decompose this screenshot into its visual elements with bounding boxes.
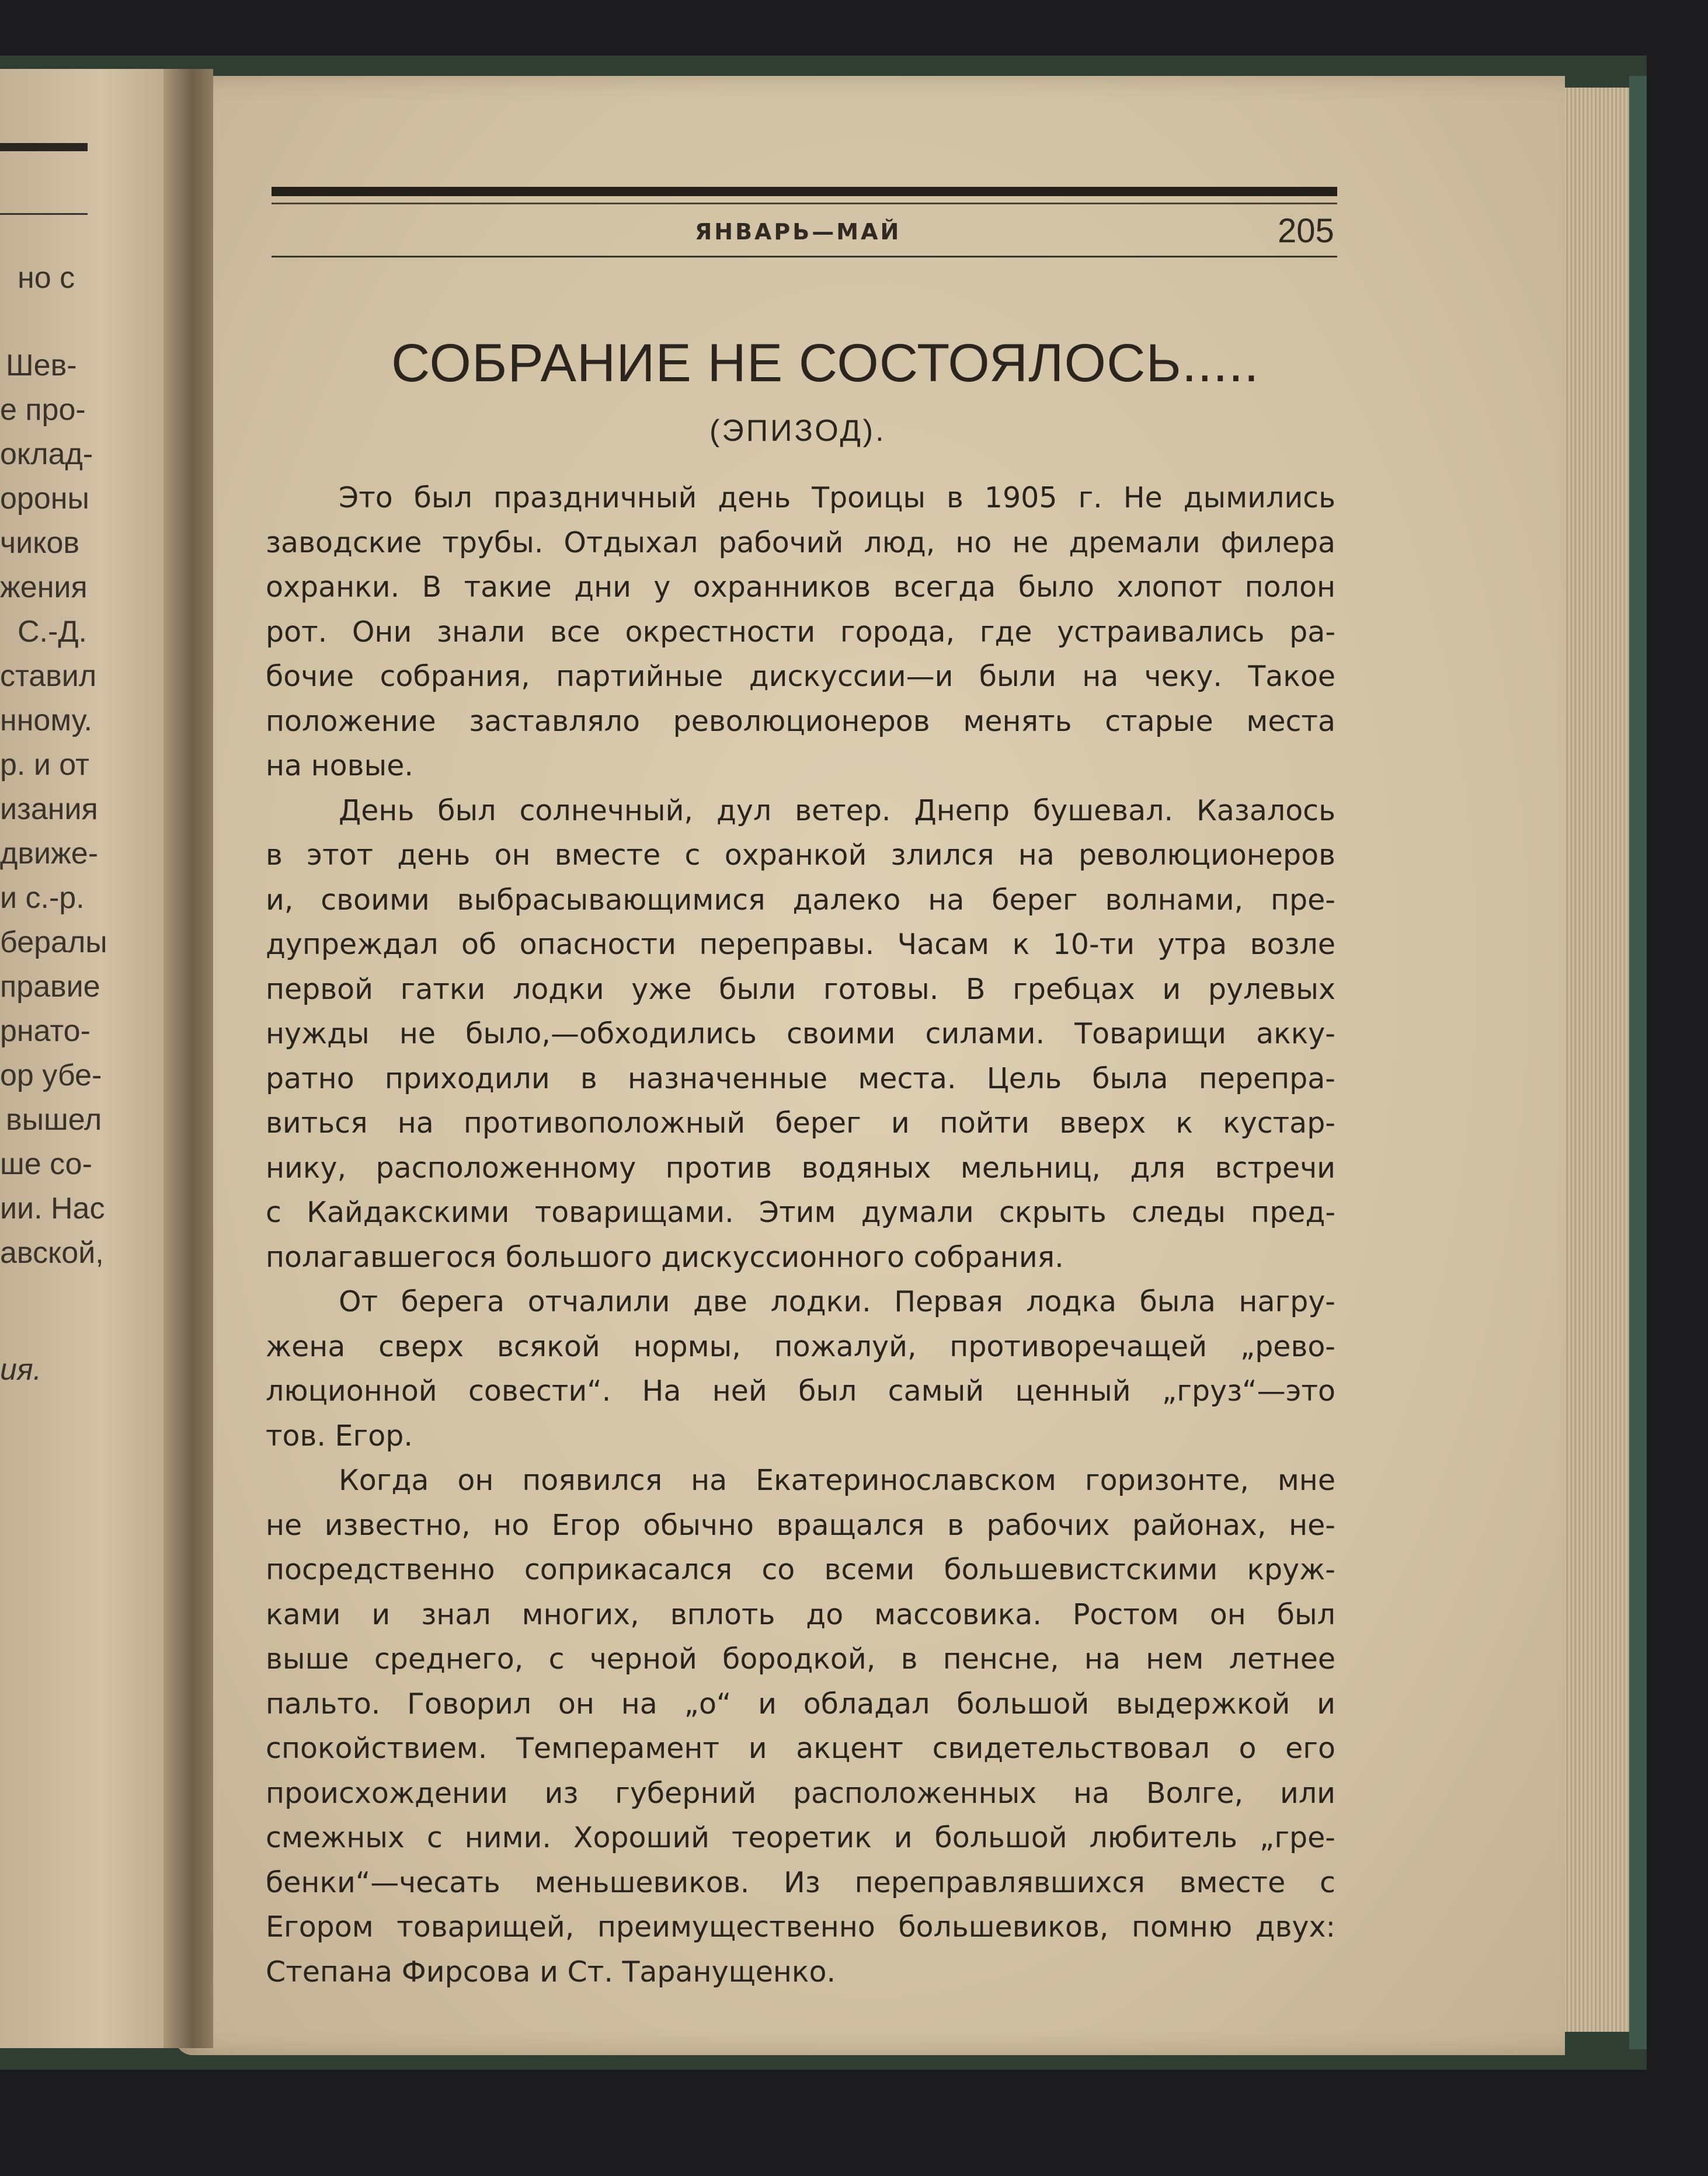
left-fragment: ороны bbox=[0, 482, 89, 516]
left-fragment: ия. bbox=[0, 1353, 42, 1387]
text-line: охранки. В такие дни у охранников всегда было хлопот полон bbox=[266, 570, 1335, 604]
left-fragment: рнато- bbox=[0, 1014, 91, 1048]
text-line: От берега отчалили две лодки. Первая лодка была нагру- bbox=[339, 1285, 1335, 1318]
left-fragment: жения bbox=[0, 570, 88, 604]
text-line: смежных с ними. Хороший теоретик и большой любитель „гре- bbox=[266, 1821, 1335, 1854]
text-line: ками и знал многих, вплоть до массовика. Ростом он был bbox=[266, 1597, 1335, 1631]
left-fragment: ставил bbox=[0, 659, 97, 693]
left-fragment: движе- bbox=[0, 837, 99, 871]
paragraph bbox=[266, 1280, 1335, 1458]
left-fragment: чиков bbox=[0, 526, 80, 560]
left-fragment: С.-Д. bbox=[18, 615, 87, 649]
article-title: СОБРАНИЕ НЕ СОСТОЯЛОСЬ..... bbox=[391, 333, 1260, 393]
left-fragment: ше со- bbox=[0, 1147, 92, 1181]
text-line: не известно, но Егор обычно вращался в рабочих районах, не- bbox=[266, 1508, 1335, 1542]
left-page-rule-thin bbox=[0, 213, 88, 215]
text-line: на новые. bbox=[266, 749, 413, 782]
text-line: заводские трубы. Отдыхал рабочий люд, но не дремали филера bbox=[266, 525, 1335, 559]
page-number: 205 bbox=[1278, 212, 1334, 250]
book-gutter bbox=[164, 69, 213, 2048]
text-line: Егором товарищей, преимущественно большевиков, помню двух: bbox=[266, 1910, 1335, 1944]
left-fragment: изания bbox=[0, 792, 98, 826]
text-line: жена сверх всякой нормы, пожалуй, противоречащей „рево- bbox=[266, 1329, 1335, 1363]
left-fragment: р. и от bbox=[0, 748, 89, 782]
text-line: рот. Они знали все окрестности города, где устраивались ра- bbox=[266, 615, 1335, 649]
left-fragment: авской, bbox=[0, 1236, 104, 1270]
paragraph bbox=[266, 1458, 1335, 1994]
text-line: полагавшегося большого дискуссионного собрания. bbox=[266, 1240, 1064, 1274]
book-cloth-edge bbox=[1629, 76, 1647, 2049]
text-line: пальто. Говорил он на „о“ и обладал большой выдержкой и bbox=[266, 1687, 1335, 1721]
running-head: ЯНВАРЬ—МАЙ bbox=[695, 219, 902, 245]
paragraph bbox=[266, 476, 1335, 789]
text-line: выше среднего, с черной бородкой, в пенсне, на нем летнее bbox=[266, 1642, 1335, 1676]
text-line: День был солнечный, дул ветер. Днепр бушевал. Казалось bbox=[339, 793, 1335, 827]
text-line: бенки“—чесать меньшевиков. Из переправлявшихся вместе с bbox=[266, 1865, 1335, 1899]
text-line: первой гатки лодки уже были готовы. В гребцах и рулевых bbox=[266, 972, 1335, 1006]
paragraph bbox=[266, 789, 1335, 1280]
left-fragment: е про- bbox=[0, 393, 86, 427]
text-line: и, своими выбрасывающимися далеко на берег волнами, пре- bbox=[266, 883, 1335, 917]
text-line: люционной совести“. На ней был самый ценный „груз“—это bbox=[266, 1374, 1335, 1408]
left-fragment: ор убе- bbox=[0, 1059, 102, 1092]
left-fragment: Шев- bbox=[6, 349, 77, 382]
left-fragment: вышел bbox=[6, 1103, 102, 1137]
text-line: ратно приходили в назначенные места. Цель была перепра- bbox=[266, 1061, 1335, 1095]
text-line: Степана Фирсова и Ст. Таранущенко. bbox=[266, 1955, 836, 1989]
left-fragment: ии. Нас bbox=[0, 1192, 105, 1225]
article-body bbox=[266, 476, 1335, 1994]
text-line: Когда он появился на Екатеринославском горизонте, мне bbox=[339, 1464, 1335, 1497]
text-line: нику, расположенному против водяных мельниц, для встречи bbox=[266, 1151, 1335, 1185]
left-fragment: и с.-р. bbox=[0, 881, 85, 915]
text-line: нужды не было,—обходились своими силами. Товарищи акку- bbox=[266, 1017, 1335, 1050]
text-line: дупреждал об опасности переправы. Часам к 10-ти утра возле bbox=[266, 928, 1335, 961]
text-line: положение заставляло революционеров менять старые места bbox=[266, 704, 1335, 738]
header-rule-thin bbox=[272, 203, 1337, 204]
text-line: посредственно соприкасался со всеми большевистскими круж- bbox=[266, 1553, 1335, 1586]
text-line: бочие собрания, партийные дискуссии—и были на чеку. Такое bbox=[266, 660, 1335, 693]
left-fragment: оклад- bbox=[0, 437, 93, 471]
text-line: тов. Егор. bbox=[266, 1419, 413, 1453]
left-fragment: нному. bbox=[0, 704, 92, 737]
article-subtitle: (ЭПИЗОД). bbox=[709, 414, 886, 448]
left-fragment: но с bbox=[18, 261, 75, 295]
header-rule-thick bbox=[272, 187, 1337, 196]
left-fragment: бералы bbox=[0, 925, 107, 959]
text-line: спокойствием. Темперамент и акцент свидетельствовал о его bbox=[266, 1732, 1335, 1765]
text-line: в этот день он вместе с охранкой злился на революционеров bbox=[266, 838, 1335, 872]
header-rule-bottom bbox=[272, 256, 1337, 257]
text-line: виться на противоположный берег и пойти вверх к кустар- bbox=[266, 1106, 1335, 1140]
left-fragment: правие bbox=[0, 970, 100, 1004]
left-page-rule bbox=[0, 143, 88, 151]
text-line: происхождении из губерний расположенных на Волге, или bbox=[266, 1776, 1335, 1810]
text-line: с Кайдакскими товарищами. Этим думали скрыть следы пред- bbox=[266, 1196, 1335, 1229]
text-line: Это был праздничный день Троицы в 1905 г. Не дымились bbox=[339, 481, 1335, 514]
